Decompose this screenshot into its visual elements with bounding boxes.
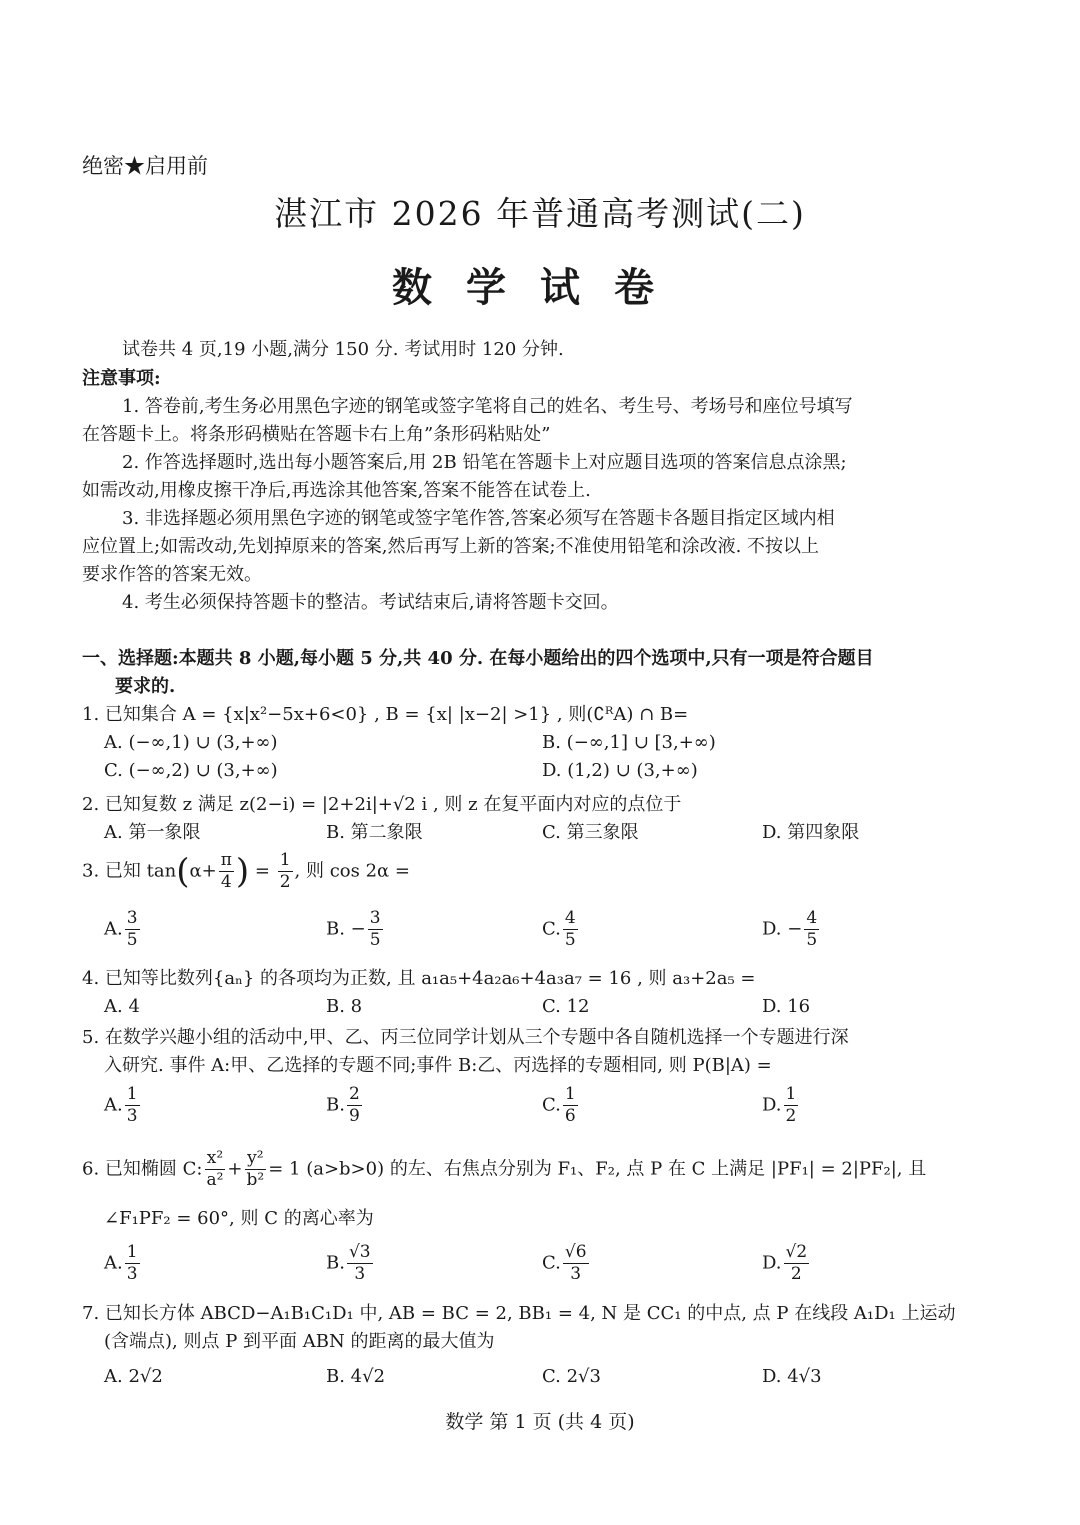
question-7-option-c: C. 2√3 <box>542 1366 601 1387</box>
question-7-option-b: B. 4√2 <box>326 1366 386 1387</box>
question-1-option-c: C. (−∞,2) ∪ (3,+∞) <box>104 760 278 781</box>
question-2-stem: 2. 已知复数 z 满足 z(2−i) = |2+2i|+√2 i , 则 z 在复平面内对应的点位于 <box>82 794 682 815</box>
question-7-stem-line-1: 7. 已知长方体 ABCD−A₁B₁C₁D₁ 中, AB = BC = 2, BB₁ = 4, N 是 CC₁ 的中点, 点 P 在线段 A₁D₁ 上运动 <box>82 1303 956 1324</box>
question-1-stem: 1. 已知集合 A = {x|x²−5x+6<0} , B = {x| |x−2| >1} , 则(∁ᴿA) ∩ B= <box>82 704 689 725</box>
question-3-stem: 3. 已知 tan(α+ $\frac{\pi}{4}$ ) = $\frac{1}{2}$ , 则 cos 2α = <box>82 850 410 892</box>
question-3-option-a: A. $\frac{3}{5}$ <box>104 908 138 950</box>
fraction: $\frac{1}{2}$ <box>279 850 291 892</box>
question-5-option-c: C. $\frac{1}{6}$ <box>542 1084 576 1126</box>
question-4-option-a: A. 4 <box>104 996 140 1017</box>
question-3-option-d: D. − $\frac{4}{5}$ <box>762 908 818 950</box>
section-heading-line-2: 要求的. <box>115 676 176 697</box>
notice-2-line-1: 2. 作答选择题时,选出每小题答案后,用 2B 铅笔在答题卡上对应题目选项的答案信息点涂黑; <box>122 452 847 473</box>
notice-3-line-2: 应位置上;如需改动,先划掉原来的答案,然后再写上新的答案;不准使用铅笔和涂改液. 不按以上 <box>82 536 820 557</box>
fraction: $\frac{\pi}{4}$ <box>220 850 232 892</box>
question-6-stem-line-1: 6. 已知椭圆 C: $\frac{\text{x²}}{\text{a²}}$ + $\frac{\text{y²}}{\text{b²}}$ = 1 (a>b>0) 的左、右焦点分别为 F₁、F₂, 点 P 在 C 上满足 |PF₁| = 2|PF₂|, 且 <box>82 1148 927 1190</box>
question-3-option-c: C. $\frac{4}{5}$ <box>542 908 576 950</box>
notice-4: 4. 考生必须保持答题卡的整洁。考试结束后,请将答题卡交回。 <box>122 592 619 613</box>
question-5-option-a: A. $\frac{1}{3}$ <box>104 1084 138 1126</box>
question-6-option-a: A. $\frac{1}{3}$ <box>104 1242 138 1284</box>
notice-2-line-2: 如需改动,用橡皮擦干净后,再选涂其他答案,答案不能答在试卷上. <box>82 480 591 501</box>
question-2-option-a: A. 第一象限 <box>104 822 201 843</box>
confidential-mark: 绝密★启用前 <box>82 154 208 178</box>
question-6-option-b: B. $\frac{√3}{3}$ <box>326 1242 371 1284</box>
question-6-option-d: D. $\frac{√2}{2}$ <box>762 1242 808 1284</box>
notice-title: 注意事项: <box>82 368 161 389</box>
exam-summary: 试卷共 4 页,19 小题,满分 150 分. 考试用时 120 分钟. <box>122 339 564 360</box>
notice-1-line-1: 1. 答卷前,考生务必用黑色字迹的钢笔或签字笔将自己的姓名、考生号、考场号和座位号填写 <box>122 396 853 417</box>
exam-title: 湛江市 2026 年普通高考测试(二) <box>274 194 806 233</box>
question-2-option-c: C. 第三象限 <box>542 822 639 843</box>
question-6-option-c: C. $\frac{√6}{3}$ <box>542 1242 587 1284</box>
question-1-option-a: A. (−∞,1) ∪ (3,+∞) <box>104 732 278 753</box>
notice-1-line-2: 在答题卡上。将条形码横贴在答题卡右上角”条形码粘贴处” <box>82 424 551 445</box>
question-2-option-b: B. 第二象限 <box>326 822 423 843</box>
question-7-stem-line-2: (含端点), 则点 P 到平面 ABN 的距离的最大值为 <box>104 1331 495 1352</box>
question-3-option-b: B. − $\frac{3}{5}$ <box>326 908 381 950</box>
question-5-option-b: B. $\frac{2}{9}$ <box>326 1084 360 1126</box>
notice-3-line-1: 3. 非选择题必须用黑色字迹的钢笔或签字笔作答,答案必须写在答题卡各题目指定区域内相 <box>122 508 835 529</box>
question-5-stem-line-2: 入研究. 事件 A:甲、乙选择的专题不同;事件 B:乙、丙选择的专题相同, 则 P(B|A) = <box>104 1055 772 1076</box>
question-2-option-d: D. 第四象限 <box>762 822 860 843</box>
notice-3-line-3: 要求作答的答案无效。 <box>82 564 262 585</box>
question-7-option-d: D. 4√3 <box>762 1366 822 1387</box>
question-4-option-b: B. 8 <box>326 996 363 1017</box>
subject-title: 数学试卷 <box>392 264 688 311</box>
question-4-stem: 4. 已知等比数列{aₙ} 的各项均为正数, 且 a₁a₅+4a₂a₆+4a₃a₇ = 16 , 则 a₃+2a₅ = <box>82 968 756 989</box>
question-7-option-a: A. 2√2 <box>104 1366 163 1387</box>
question-6-stem-line-2: ∠F₁PF₂ = 60°, 则 C 的离心率为 <box>104 1208 374 1229</box>
question-4-option-d: D. 16 <box>762 996 811 1017</box>
question-5-stem-line-1: 5. 在数学兴趣小组的活动中,甲、乙、丙三位同学计划从三个专题中各自随机选择一个专题进行深 <box>82 1027 849 1048</box>
section-heading-line-1: 一、选择题:本题共 8 小题,每小题 5 分,共 40 分. 在每小题给出的四个选项中,只有一项是符合题目 <box>82 648 874 669</box>
question-4-option-c: C. 12 <box>542 996 590 1017</box>
page-footer: 数学 第 1 页 (共 4 页) <box>445 1411 635 1433</box>
question-1-option-b: B. (−∞,1] ∪ [3,+∞) <box>542 732 716 753</box>
question-1-option-d: D. (1,2) ∪ (3,+∞) <box>542 760 698 781</box>
question-5-option-d: D. $\frac{1}{2}$ <box>762 1084 797 1126</box>
